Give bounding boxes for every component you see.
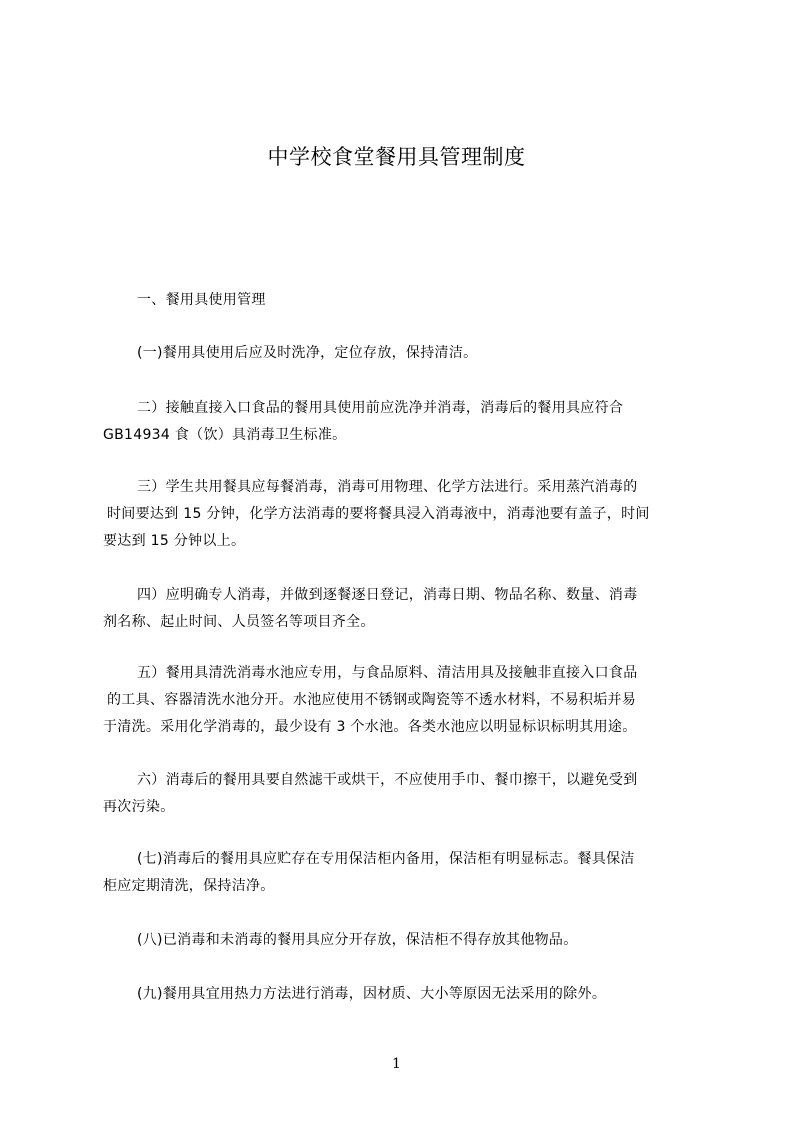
paragraph-line: 柜应定期清洗，保持洁净。 <box>103 878 275 894</box>
section-heading <box>137 287 739 314</box>
paragraph-line: 三）学生共用餐具应每餐消毒，消毒可用物理、化学方法进行。采用蒸汽消毒的 <box>137 479 638 495</box>
paragraph-1 <box>137 340 739 367</box>
paragraph-line: 剂名称、起止时间、人员签名等项目齐全。 <box>103 614 375 630</box>
paragraph-line: GB14934 食（饮）具消毒卫生标准。 <box>103 427 347 443</box>
paragraph-6 <box>103 767 705 821</box>
paragraph-line: 二）接触直接入口食品的餐用具使用前应洗净并消毒，消毒后的餐用具应符合 <box>137 400 624 416</box>
paragraph-line: (八)已消毒和未消毒的餐用具应分开存放，保洁柜不得存放其他物品。 <box>137 932 578 948</box>
paragraph-line: 时间要达到 15 分钟，化学方法消毒的要将餐具浸入消毒液中，消毒池要有盖子，时间 <box>107 506 650 522</box>
paragraph-8 <box>137 927 739 954</box>
paragraph-line: (七)消毒后的餐用具应贮存在专用保洁柜内备用，保洁柜有明显标志。餐具保洁 <box>137 851 635 867</box>
paragraph-line: 要达到 15 分钟以上。 <box>103 533 246 549</box>
paragraph-9 <box>137 981 739 1008</box>
paragraph-line: (一)餐用具使用后应及时洗净，定位存放，保持清洁。 <box>137 345 478 361</box>
paragraph-7 <box>103 846 705 900</box>
paragraph-3 <box>103 474 705 555</box>
paragraph-5 <box>103 660 705 741</box>
paragraph-2 <box>103 395 705 449</box>
paragraph-line: 再次污染。 <box>103 799 175 815</box>
page-number: 1 <box>392 1056 401 1072</box>
document-title: 中学校食堂餐用具管理制度 <box>267 145 526 169</box>
paragraph-line: 五）餐用具清洗消毒水池应专用，与食品原料、清洁用具及接触非直接入口食品 <box>137 665 638 681</box>
paragraph-4 <box>103 582 705 636</box>
paragraph-line: 一、餐用具使用管理 <box>137 292 266 308</box>
paragraph-line: 的工具、容器清洗水池分开。水池应使用不锈钢或陶瓷等不透水材料，不易积垢并易 <box>107 692 637 708</box>
paragraph-line: 四）应明确专人消毒，并做到逐餐逐日登记，消毒日期、物品名称、数量、消毒 <box>137 587 638 603</box>
paragraph-line: 六）消毒后的餐用具要自然滤干或烘干，不应使用手巾、餐巾擦干，以避免受到 <box>137 772 638 788</box>
paragraph-line: 于清洗。采用化学消毒的，最少设有 3 个水池。各类水池应以明显标识标明其用途。 <box>103 719 637 735</box>
paragraph-line: (九)餐用具宜用热力方法进行消毒，因材质、大小等原因无法采用的除外。 <box>137 986 607 1002</box>
